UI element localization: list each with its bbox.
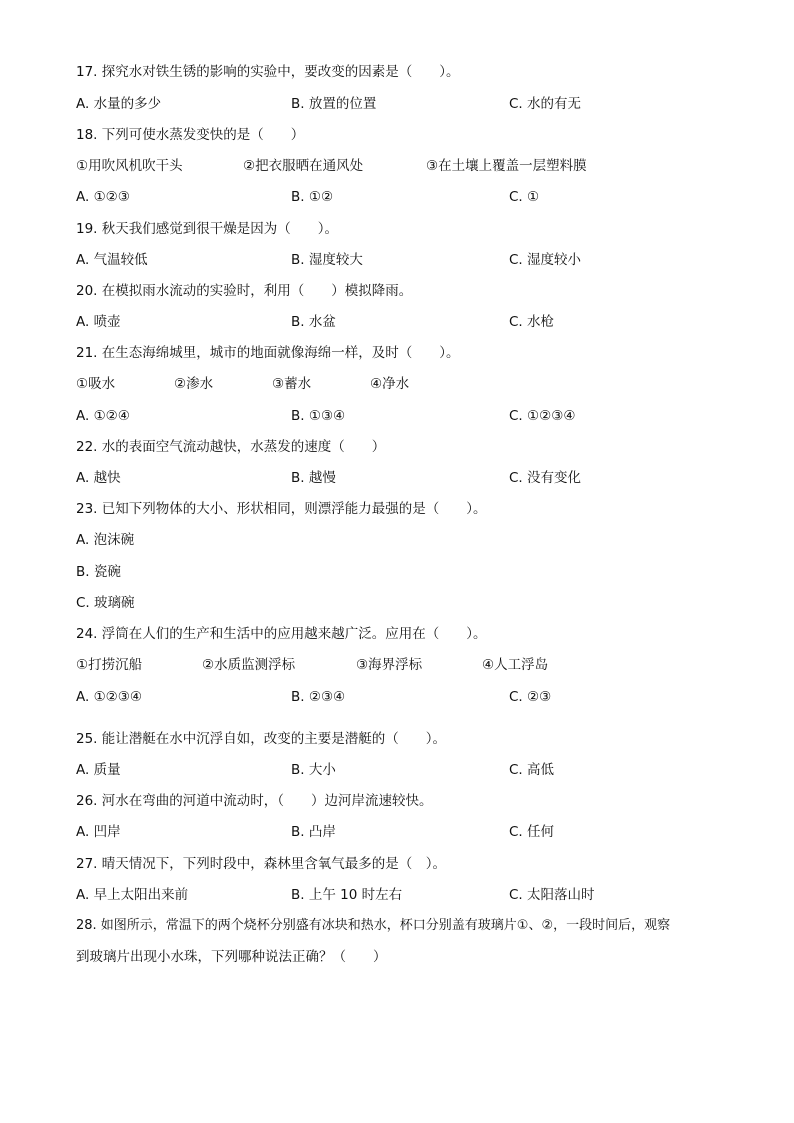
question-17-stem: 17. 探究水对铁生锈的影响的实验中，要改变的因素是（ ）。: [76, 64, 460, 80]
option-c: C. 高低: [509, 762, 555, 778]
statement-3: ③蓄水: [272, 376, 312, 392]
statement-2: ②水质监测浮标: [202, 657, 296, 673]
option-b: B. 越慢: [291, 470, 336, 486]
option-b: B. 放置的位置: [291, 96, 377, 112]
statement-4: ④净水: [370, 376, 410, 392]
option-c: C. 水的有无: [509, 96, 582, 112]
option-a: A. 水量的多少: [76, 96, 162, 112]
question-24-options: [76, 688, 736, 706]
question-21-options: [76, 407, 736, 425]
statement-1: ①用吹风机吹干头: [76, 158, 183, 174]
question-26-stem: 26. 河水在弯曲的河道中流动时，（ ）边河岸流速较快。: [76, 793, 433, 809]
option-a: A. 气温较低: [76, 252, 148, 268]
question-28-stem-line1: 28. 如图所示，常温下的两个烧杯分别盛有冰块和热水，杯口分别盖有玻璃片①、②，一段时间后，观察: [76, 918, 671, 933]
question-22-stem: 22. 水的表面空气流动越快，水蒸发的速度（ ）: [76, 439, 386, 455]
question-21-stem: 21. 在生态海绵城里，城市的地面就像海绵一样，及时（ ）。: [76, 345, 460, 361]
option-c: C. ①②③④: [509, 408, 576, 424]
option-c: C. 没有变化: [509, 470, 582, 486]
question-25-options: [76, 761, 736, 779]
option-c: C. ②③: [509, 689, 552, 705]
question-26-options: [76, 823, 736, 841]
question-20-options: [76, 313, 736, 331]
option-a: A. ①②④: [76, 408, 130, 424]
question-22-options: [76, 469, 736, 487]
question-18-items: [76, 157, 736, 175]
option-b: B. ①②: [291, 189, 334, 205]
option-c: C. 湿度较小: [509, 252, 582, 268]
option-b: B. 水盆: [291, 314, 336, 330]
option-b: B. 大小: [291, 762, 336, 778]
question-27-options: [76, 886, 736, 904]
question-23-stem: 23. 已知下列物体的大小、形状相同，则漂浮能力最强的是（ ）。: [76, 501, 487, 517]
option-a: A. 早上太阳出来前: [76, 887, 189, 903]
statement-1: ①吸水: [76, 376, 116, 392]
question-18-options: [76, 188, 736, 206]
option-b: B. 上午 10 时左右: [291, 887, 403, 903]
option-b: B. 瓷碗: [76, 564, 121, 580]
option-a: A. 泡沫碗: [76, 532, 135, 548]
option-a: A. ①②③: [76, 189, 130, 205]
question-19-stem: 19. 秋天我们感觉到很干燥是因为（ ）。: [76, 221, 339, 237]
statement-1: ①打捞沉船: [76, 657, 143, 673]
option-a: A. 质量: [76, 762, 121, 778]
statement-3: ③在土壤上覆盖一层塑料膜: [426, 158, 587, 174]
question-24-stem: 24. 浮筒在人们的生产和生活中的应用越来越广泛。应用在（ ）。: [76, 626, 487, 642]
question-19-options: [76, 251, 736, 269]
option-a: A. 喷壶: [76, 314, 121, 330]
option-b: B. 凸岸: [291, 824, 336, 840]
option-b: B. ①③④: [291, 408, 346, 424]
option-c: C. 任何: [509, 824, 555, 840]
option-c: C. 玻璃碗: [76, 595, 135, 611]
question-17-options: [76, 95, 736, 113]
option-b: B. 湿度较大: [291, 252, 363, 268]
question-27-stem: 27. 晴天情况下，下列时段中，森林里含氧气最多的是（ ）。: [76, 856, 447, 872]
question-24-items: [76, 656, 736, 674]
question-25-stem: 25. 能让潜艇在水中沉浮自如，改变的主要是潜艇的（ ）。: [76, 731, 447, 747]
option-a: A. ①②③④: [76, 689, 142, 705]
question-21-items: [76, 375, 736, 393]
option-c: C. 太阳落山时: [509, 887, 595, 903]
question-20-stem: 20. 在模拟雨水流动的实验时，利用（ ）模拟降雨。: [76, 283, 413, 299]
option-a: A. 越快: [76, 470, 121, 486]
question-28-stem-line2: 到玻璃片出现小水珠，下列哪种说法正确？（ ）: [76, 949, 387, 965]
question-18-stem: 18. 下列可使水蒸发变快的是（ ）: [76, 127, 305, 143]
statement-2: ②把衣服晒在通风处: [243, 158, 364, 174]
option-b: B. ②③④: [291, 689, 346, 705]
option-c: C. 水枪: [509, 314, 555, 330]
statement-3: ③海界浮标: [356, 657, 423, 673]
option-c: C. ①: [509, 189, 540, 205]
option-a: A. 凹岸: [76, 824, 121, 840]
statement-2: ②渗水: [174, 376, 214, 392]
statement-4: ④人工浮岛: [482, 657, 549, 673]
